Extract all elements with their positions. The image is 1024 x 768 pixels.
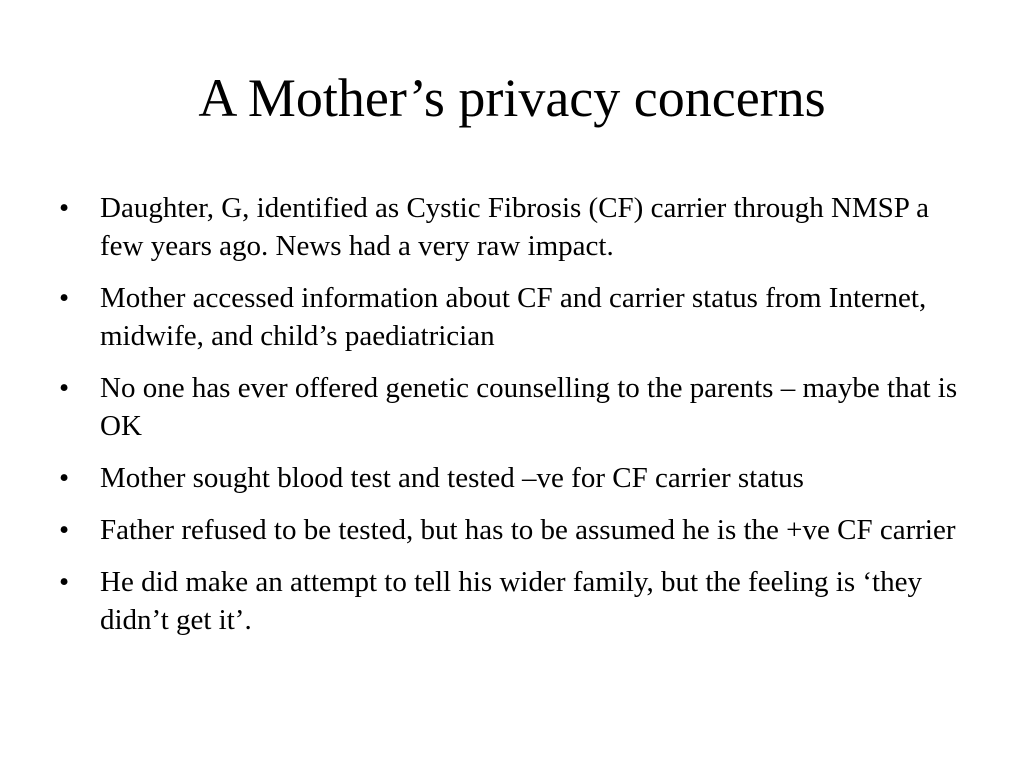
bullet-item xyxy=(59,563,974,639)
bullet-text: Daughter, G, identified as Cystic Fibrosis (CF) carrier through NMSP a few years ago. News had a very raw impact. xyxy=(100,192,929,262)
bullet-marker: • xyxy=(59,192,70,224)
bullet-marker: • xyxy=(59,462,70,494)
slide-title: A Mother’s privacy concerns xyxy=(198,68,826,128)
bullet-list xyxy=(59,189,974,653)
bullet-item xyxy=(59,459,974,497)
bullet-marker: • xyxy=(59,282,70,314)
bullet-marker: • xyxy=(59,514,70,546)
bullet-item xyxy=(59,511,974,549)
bullet-item xyxy=(59,369,974,445)
bullet-text: He did make an attempt to tell his wider family, but the feeling is ‘they didn’t get it’. xyxy=(100,566,922,636)
bullet-text: Mother accessed information about CF and carrier status from Internet, midwife, and child’s paediatrician xyxy=(100,282,927,352)
bullet-text: Mother sought blood test and tested –ve for CF carrier status xyxy=(100,462,804,494)
bullet-item xyxy=(59,189,974,265)
bullet-text: Father refused to be tested, but has to be assumed he is the +ve CF carrier xyxy=(100,514,956,546)
bullet-text: No one has ever offered genetic counselling to the parents – maybe that is OK xyxy=(100,372,958,442)
bullet-marker: • xyxy=(59,566,70,598)
bullet-marker: • xyxy=(59,372,70,404)
bullet-item xyxy=(59,279,974,355)
